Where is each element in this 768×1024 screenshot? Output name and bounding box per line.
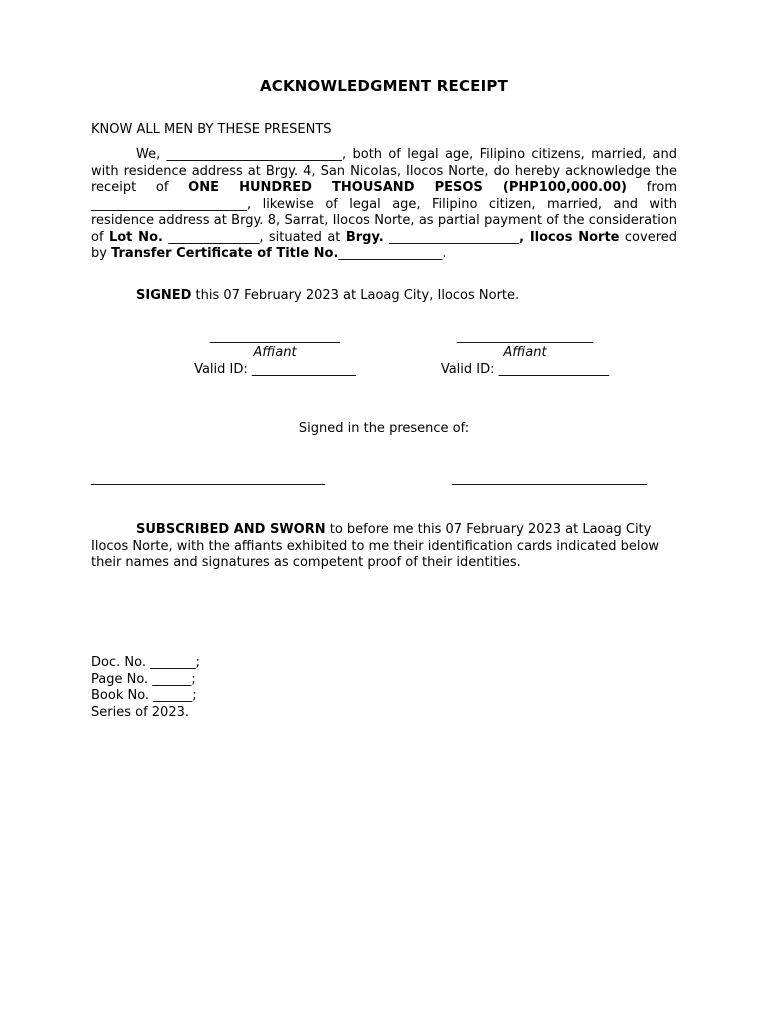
brgy-label: Brgy. (345, 229, 384, 245)
witness-signature-line-1: ____________________________________ (91, 471, 325, 486)
series: Series of 2023. (91, 704, 189, 720)
body-text-1: We, ___________________________, both of legal age, Filipino citizens, married, and with residence address at Brgy. 4, San Nicolas, Ilocos Norte, do hereby acknowledge the receipt of (91, 147, 677, 195)
body-text-2: from ________________________, likewise of legal age, Filipino citizen, married, and with residence address at Brgy. 8, Sarrat, Ilocos Norte, as partial payment of the consideration of (91, 180, 677, 245)
signed-statement (136, 288, 519, 305)
acknowledgment-paragraph (91, 147, 677, 263)
affiant-signature-block-1 (150, 329, 400, 378)
document-title: ACKNOWLEDGMENT RECEIPT (259, 77, 509, 95)
doc-no: Doc. No. _______; (91, 655, 200, 670)
signed-text: this 07 February 2023 at Laoag City, Ilocos Norte. (191, 288, 520, 303)
jurat-paragraph (91, 522, 681, 572)
affiant-label: Affiant (503, 345, 547, 360)
affiant-label: Affiant (253, 345, 297, 360)
body-text-5: covered by (91, 229, 678, 261)
notarial-register (91, 655, 200, 721)
affiant-signature-line: ____________________ (210, 329, 340, 344)
lot-label: Lot No. (108, 229, 163, 245)
witness-signature-line-2: ______________________________ (452, 471, 647, 486)
affiant-signature-line: _____________________ (456, 329, 594, 344)
body-text-3: ______________, situated at (162, 229, 346, 245)
sworn-text: to before me this 07 February 2023 at Laoag City Ilocos Norte, with the affiants exhibited to me their identification cards indicated below their names and signatures as competent proof of their identities. (91, 522, 660, 570)
ilocos-label: , Ilocos Norte (519, 229, 620, 245)
amount-text: ONE HUNDRED THOUSAND PESOS (PHP100,000.00) (188, 180, 627, 195)
tct-label: Transfer Certificate of Title No. (111, 246, 339, 261)
presence-text: Signed in the presence of: (298, 421, 470, 436)
opening-line: KNOW ALL MEN BY THESE PRESENTS (91, 122, 332, 137)
body-text-6: ________________. (338, 246, 447, 261)
book-no: Book No. ______; (91, 688, 197, 703)
affiant-signature-block-2 (390, 329, 660, 378)
valid-id-line: Valid ID: ________________ (194, 361, 356, 377)
sworn-label: SUBSCRIBED AND SWORN (136, 522, 326, 537)
page-no: Page No. ______; (91, 671, 196, 687)
body-text-4: ____________________ (383, 229, 520, 245)
signed-label: SIGNED (136, 288, 192, 303)
presence-heading (0, 421, 768, 438)
valid-id-line: Valid ID: _________________ (440, 361, 610, 377)
